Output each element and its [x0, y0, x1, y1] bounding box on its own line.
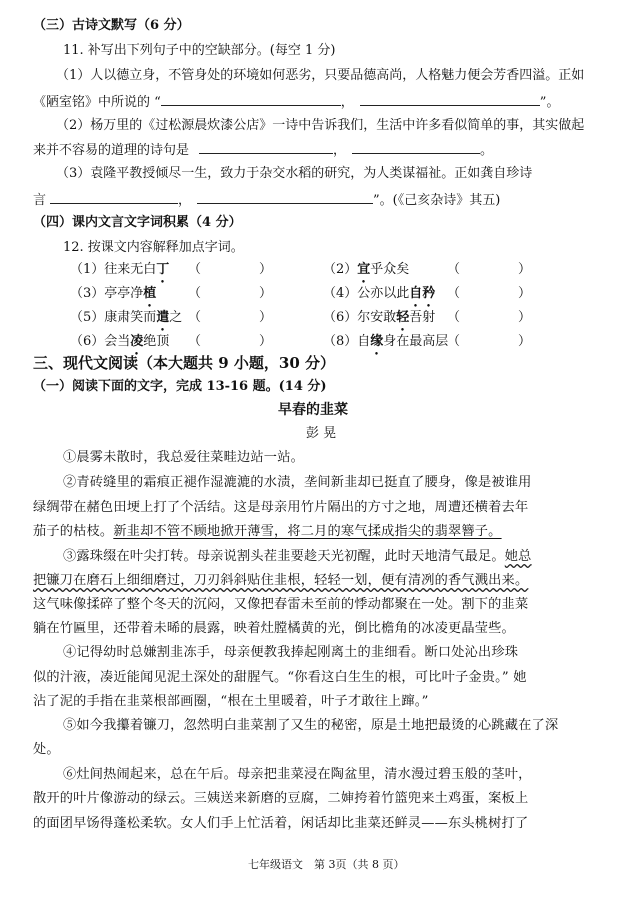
section-heading-poetry: （三）古诗文默写（6 分）: [33, 18, 190, 33]
paragraph-5-line: 处。: [33, 742, 60, 757]
paragraph-6-line: ⑥灶间热闹起来，总在午后。母亲把韭菜浸在陶盆里，清水漫过碧玉般的茎叶，: [63, 767, 532, 782]
paragraph-6-line: 的面团早饧得蓬松柔软。女人们手上忙活着，闲话却比韭菜还鲜灵——东头桃树打了: [33, 816, 529, 831]
section-heading-vocab: （四）课内文言文字词积累（4 分）: [33, 215, 242, 230]
q11-item2-line1: （2）杨万里的《过松源晨炊漆公店》一诗中告诉我们，生活中许多看似简单的事，其实做起: [56, 118, 585, 133]
vocab-item: （6）尔安敢轻吾射: [323, 310, 436, 325]
question-12: 12. 按课文内容解释加点字词。: [63, 240, 244, 255]
answer-blank[interactable]: [161, 93, 341, 106]
answer-paren[interactable]: （ ）: [188, 334, 273, 349]
answer-paren[interactable]: （ ）: [447, 334, 532, 349]
paragraph-3-line: 躺在竹匾里，还带着未晞的晨露，映着灶膛橘黄的光，倒比檐角的冰凌更晶莹些。: [33, 621, 515, 636]
answer-paren[interactable]: （ ）: [447, 262, 532, 277]
answer-blank[interactable]: [50, 191, 178, 204]
answer-blank[interactable]: [360, 93, 540, 106]
vocab-item: （2）宜乎众矣: [323, 262, 410, 277]
paragraph-6-line: 散开的叶片像游动的绿云。三姨送来新磨的豆腐，二婶挎着竹篮兜来土鸡蛋，案板上: [33, 791, 529, 806]
part-heading-modern-reading: 三、现代文阅读（本大题共 9 小题，30 分）: [33, 354, 335, 372]
q11-item3-prompt: 言: [33, 193, 47, 208]
vocab-item: （6）会当凌绝顶: [70, 334, 170, 349]
wavy-underlined-text: 把镰刀在磨石上细细磨过，刀刃斜斜贴住韭根，轻轻一划，便有清冽的香气溅出来。: [33, 573, 529, 588]
answer-blank[interactable]: [197, 191, 373, 204]
paragraph-5-line: ⑤如今我攥着镰刀，忽然明白韭菜割了又生的秘密，原是土地把最烫的心跳藏在了深: [63, 718, 559, 733]
q11-item3-line2: 言 ， ”。(《己亥杂诗》其五): [33, 193, 501, 208]
answer-paren[interactable]: （ ）: [188, 310, 273, 325]
vocab-item: （8）自缘身在最高层: [323, 334, 449, 349]
subsection-heading: （一）阅读下面的文字，完成 13-16 题。(14 分): [33, 379, 327, 394]
paragraph-4-line: 沾了泥的手指在韭菜根部画圈，“根在土里暖着，叶子才敢往上蹿。”: [33, 694, 429, 709]
answer-paren[interactable]: （ ）: [188, 286, 273, 301]
q11-item1-line1: （1）人以德立身，不管身处的环境如何恶劣，只要品德高尚，人格魅力便会芳香四溢。正如: [56, 68, 585, 83]
paragraph-4-line: ④记得幼时总嫌割韭冻手，母亲便教我捧起刚离土的韭细看。断口处沁出珍珠: [63, 645, 519, 660]
q11-item3-line1: （3）袁隆平教授倾尽一生，致力于杂交水稻的研究，为人类谋福祉。正如龚自珍诗: [56, 166, 533, 181]
vocab-item: （4）公亦以此自矜: [323, 286, 436, 301]
answer-blank[interactable]: [199, 141, 333, 154]
paragraph-4-line: 似的汁液，凑近能闻见泥土深处的甜腥气。“你看这白生生的根，可比叶子金贵。” 她: [33, 670, 527, 685]
article-title: 早春的韭菜: [278, 402, 348, 418]
q11-item1-prompt: 《陋室铭》中所说的 “: [33, 95, 161, 110]
wavy-underlined-text: 她总: [504, 549, 532, 564]
paragraph-2-line: ②青砖缝里的霜痕正褪作湿漉漉的水渍，垄间新韭却已挺直了腰身，像是被谁用: [63, 475, 532, 490]
paragraph-3-line: [33, 573, 528, 589]
answer-paren[interactable]: （ ）: [447, 286, 532, 301]
answer-paren[interactable]: （ ）: [447, 310, 532, 325]
article-author: 彭 晃: [306, 426, 337, 441]
underlined-sentence: 新韭却不管不顾地掀开薄雪，将二月的寒气揉成指尖的翡翠簪子。: [113, 524, 502, 539]
vocab-item: （1）往来无白丁: [70, 262, 170, 277]
answer-blank[interactable]: [352, 141, 480, 154]
paragraph-1: ①晨雾未散时，我总爱往菜畦边站一站。: [63, 450, 304, 465]
vocab-item: （3）亭亭净植: [70, 286, 157, 301]
paragraph-3-line: 这气味像揉碎了整个冬天的沉闷，又像把春雷未至前的悸动都聚在一处。割下的韭菜: [33, 597, 529, 612]
q11-item1-line2: 《陋室铭》中所说的 “ ， ”。: [33, 95, 560, 110]
answer-paren[interactable]: （ ）: [188, 262, 273, 277]
paragraph-2-line: 绿绸带在赭色田埂上打了个活结。这是母亲用竹片隔出的方寸之地，周遭还横着去年: [33, 500, 529, 515]
paragraph-2-line: 茄子的枯枝。新韭却不管不顾地掀开薄雪，将二月的寒气揉成指尖的翡翠簪子。: [33, 524, 502, 539]
page-footer: 七年级语文 第 3页（共 8 页）: [248, 858, 405, 871]
question-11: 11. 补写出下列句子中的空缺部分。(每空 1 分): [63, 43, 336, 58]
q11-item2-prompt: 来并不容易的道理的诗句是: [33, 143, 190, 158]
vocab-item: （5）康肃笑而遣之: [70, 310, 183, 325]
paragraph-3-line: ③露珠缀在叶尖打转。母亲说割头茬韭要趁天光初醒，此时天地清气最足。她总: [63, 549, 532, 564]
q11-item2-line2: 来并不容易的道理的诗句是 ， 。: [33, 143, 494, 158]
